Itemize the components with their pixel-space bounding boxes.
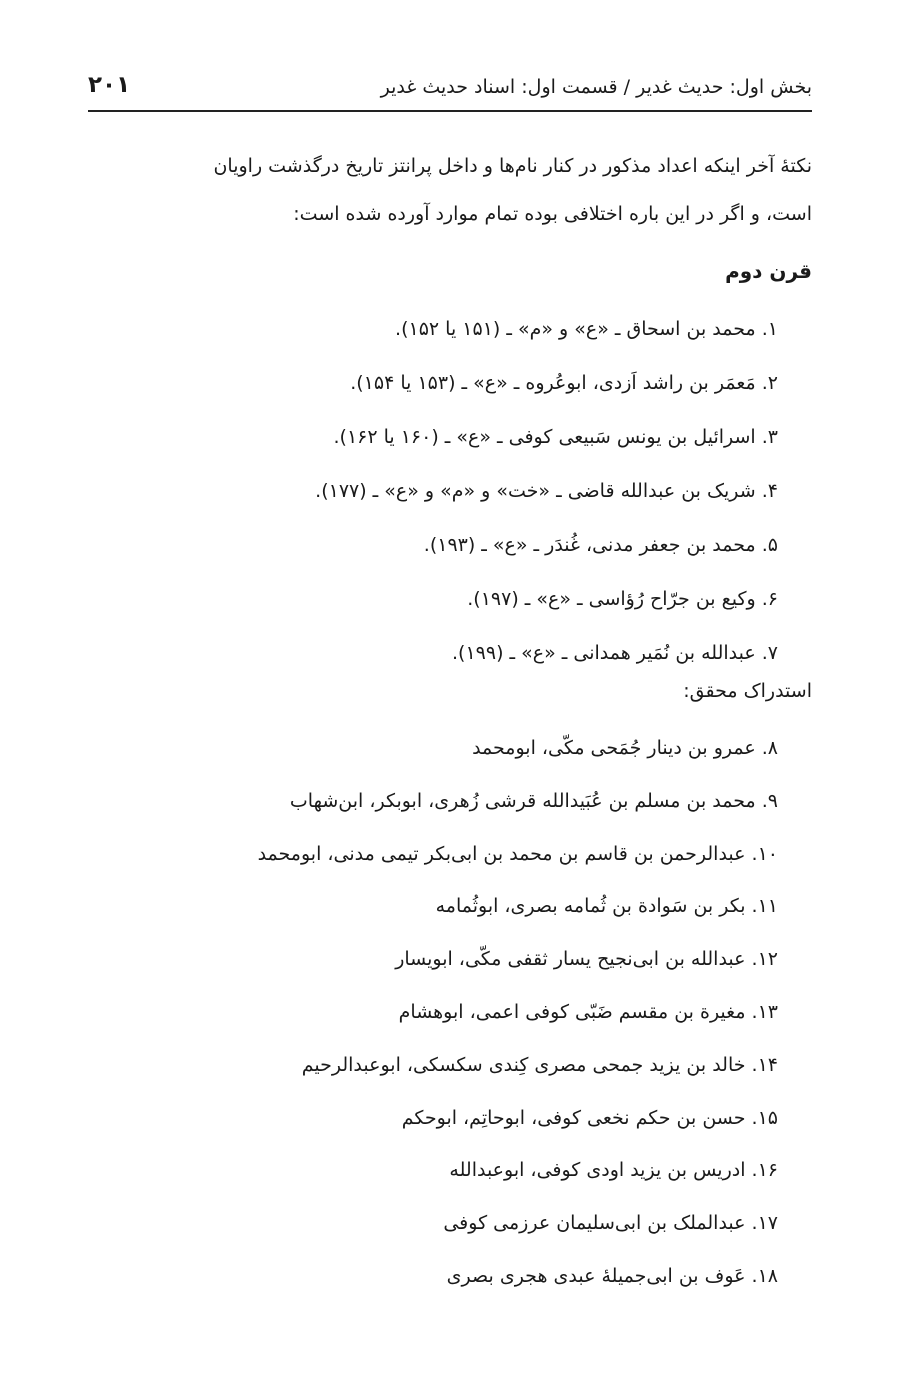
- list-item: ۸. عمرو بن دینار جُمَحی مکّی، ابومحمد: [472, 737, 778, 759]
- list-item: ۳. اسرائیل بن یونس سَبیعی کوفی ـ «ع» ـ (۱۶۰ یا ۱۶۲).: [333, 426, 778, 448]
- list-item: ۱۲. عبدالله بن ابی‌نجیح یسار ثقفی مکّی، ابویسار: [395, 948, 778, 971]
- list-item: ۴. شریک بن عبدالله قاضی ـ «خت» و «م» و «ع» ـ (۱۷۷).: [315, 480, 778, 502]
- list-item: ۱۷. عبدالملک بن ابی‌سلیمان عرزمی کوفی: [443, 1212, 778, 1235]
- list-item: ۶. وکیع بن جرّاح رُؤاسی ـ «ع» ـ (۱۹۷).: [467, 588, 778, 610]
- intro-paragraph: [88, 142, 812, 238]
- narrator-list: [88, 302, 812, 680]
- list-item: ۱. محمد بن اسحاق ـ «ع» و «م» ـ (۱۵۱ یا ۱۵۲).: [395, 318, 778, 340]
- page-header: [88, 70, 812, 112]
- list-item: ۱۱. بکر بن سَوادة بن ثُمامه بصری، ابوثُمامه: [435, 895, 778, 918]
- page-number: ۲۰۱: [88, 72, 131, 98]
- list-item: ۱۳. مغیرة بن مقسم ضَبّی کوفی اعمی، ابوهشام: [398, 1000, 778, 1023]
- addendum-heading: استدراک محقق:: [683, 680, 812, 702]
- list-item: ۱۰. عبدالرحمن بن قاسم بن محمد بن ابی‌بکر تیمی مدنی، ابومحمد: [257, 842, 778, 865]
- book-page: [88, 0, 812, 1390]
- running-title: بخش اول: حدیث غدیر / قسمت اول: اسناد حدیث غدیر: [380, 76, 812, 98]
- list-item: ۷. عبدالله بن نُمَیر همدانی ـ «ع» ـ (۱۹۹).: [452, 642, 778, 664]
- section-heading: قرن دوم: [725, 259, 812, 283]
- list-item: ۱۶. ادریس بن یزید اودی کوفی، ابوعبدالله: [449, 1159, 778, 1182]
- list-item: ۲. مَعمَر بن راشد اَزدی، ابوعُروه ـ «ع» ـ (۱۵۳ یا ۱۵۴).: [350, 372, 778, 394]
- intro-line: است، و اگر در این باره اختلافی بوده تمام موارد آورده شده است:: [293, 203, 812, 225]
- addendum-list: [88, 722, 812, 1303]
- list-item: ۱۵. حسن بن حکم نخعی کوفی، ابوحاتِم، ابوحکم: [401, 1106, 778, 1129]
- list-item: ۵. محمد بن جعفر مدنی، غُندَر ـ «ع» ـ (۱۹۳).: [423, 534, 778, 556]
- list-item: ۹. محمد بن مسلم بن عُبَیدالله قرشی زُهری، ابوبکر، ابن‌شهاب: [289, 789, 778, 812]
- list-item: ۱۸. عَوف بن ابی‌جمیلۀ عبدی هجری بصری: [446, 1264, 778, 1287]
- intro-line: نکتۀ آخر اینکه اعداد مذکور در کنار نام‌ها و داخل پرانتز تاریخ درگذشت راویان: [213, 155, 812, 177]
- list-item: ۱۴. خالد بن یزید جمحی مصری کِندی سکسکی، ابوعبدالرحیم: [301, 1053, 778, 1076]
